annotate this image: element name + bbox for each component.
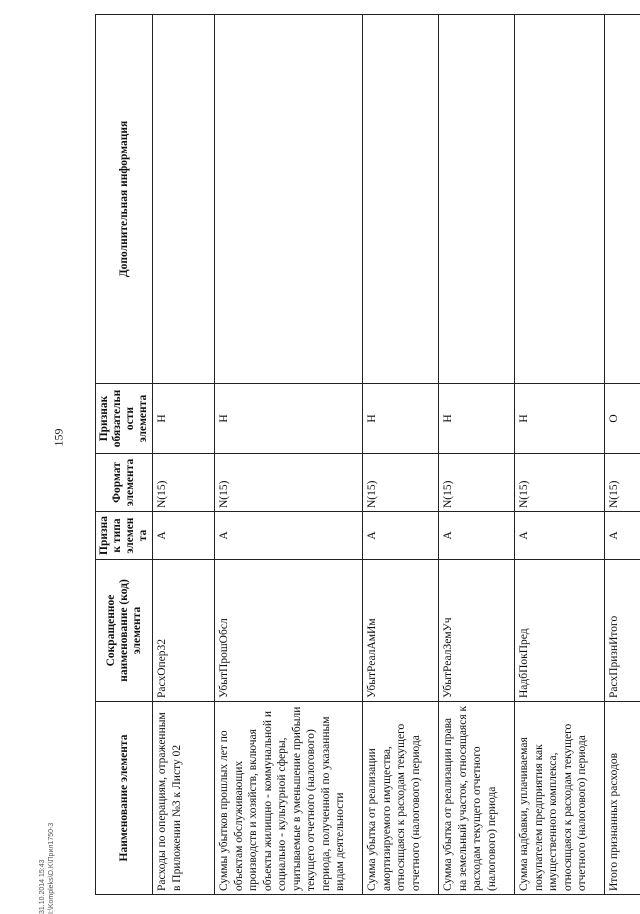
- rotated-table-container: [95, 15, 635, 895]
- cell-code: РасхОпер32: [153, 560, 215, 702]
- print-stamp: [38, 764, 56, 914]
- cell-name: Расходы по операциям, отраженным в Приложении №3 к Листу 02: [153, 702, 215, 895]
- cell-code: НадбПокПред: [515, 560, 605, 702]
- cell-required: Н: [515, 384, 605, 454]
- cell-type: А: [153, 512, 215, 560]
- cell-info: [515, 15, 605, 384]
- cell-info: [215, 15, 363, 384]
- cell-type: А: [515, 512, 605, 560]
- cell-info: [439, 15, 515, 384]
- cell-code: УбытРеалАмИм: [363, 560, 439, 702]
- table-row: [515, 15, 605, 895]
- page-number: 159: [52, 429, 67, 447]
- cell-type: А: [439, 512, 515, 560]
- header-code: Сокращенное наименование (код) элемента: [96, 560, 153, 702]
- header-type: Признак типа элемента: [96, 512, 153, 560]
- cell-format: N(15): [515, 454, 605, 512]
- table-row: [153, 15, 215, 895]
- cell-format: N(15): [605, 454, 640, 512]
- header-name: Наименование элемента: [96, 702, 153, 895]
- cell-format: N(15): [153, 454, 215, 512]
- cell-code: РасхПризнИтого: [605, 560, 640, 702]
- header-format: Формат элемента: [96, 454, 153, 512]
- cell-required: О: [605, 384, 640, 454]
- elements-table: [95, 14, 640, 895]
- stamp-date: 31.10.2014 15:43: [38, 764, 47, 914]
- cell-required: Н: [153, 384, 215, 454]
- table-row: [439, 15, 515, 895]
- cell-format: N(15): [439, 454, 515, 512]
- header-required: Признак обязательности элемента: [96, 384, 153, 454]
- cell-type: А: [215, 512, 363, 560]
- cell-name: Сумма надбавки, уплачиваемая покупателем предприятия как имущественного комплекса, относящаяся к расходам текущего отчетного (налогового) периода: [515, 702, 605, 895]
- table-header-row: [96, 15, 153, 895]
- cell-format: N(15): [363, 454, 439, 512]
- cell-name: Итого признанных расходов: [605, 702, 640, 895]
- table-row: [363, 15, 439, 895]
- table-row: [605, 15, 640, 895]
- table-row: [215, 15, 363, 895]
- cell-code: УбытРеалЗемУч: [439, 560, 515, 702]
- cell-code: УбытПрошОбсл: [215, 560, 363, 702]
- cell-type: А: [363, 512, 439, 560]
- cell-type: А: [605, 512, 640, 560]
- stamp-path: I:\Kompleks\O.K\Прил1750-3: [47, 764, 56, 914]
- cell-name: Сумма убытка от реализации права на земельный участок, относящаяся к расходам текущего отчетного (налогового) периода: [439, 702, 515, 895]
- cell-format: N(15): [215, 454, 363, 512]
- cell-required: Н: [439, 384, 515, 454]
- cell-name: Суммы убытков прошлых лет по объектам обслуживающих производств и хозяйств, включая объекты жилищно - коммунальной и социально - культурной сферы, учитываемые в уменьшение прибыли текущего отчетного (налогового) периода, полученной по указанным видам деятельности: [215, 702, 363, 895]
- cell-info: [363, 15, 439, 384]
- cell-info: [605, 15, 640, 384]
- cell-info: [153, 15, 215, 384]
- cell-required: Н: [215, 384, 363, 454]
- cell-name: Сумма убытка от реализации амортизируемого имущества, относящаяся к расходам текущего отчетного (налогового) периода: [363, 702, 439, 895]
- header-info: Дополнительная информация: [96, 15, 153, 384]
- cell-required: Н: [363, 384, 439, 454]
